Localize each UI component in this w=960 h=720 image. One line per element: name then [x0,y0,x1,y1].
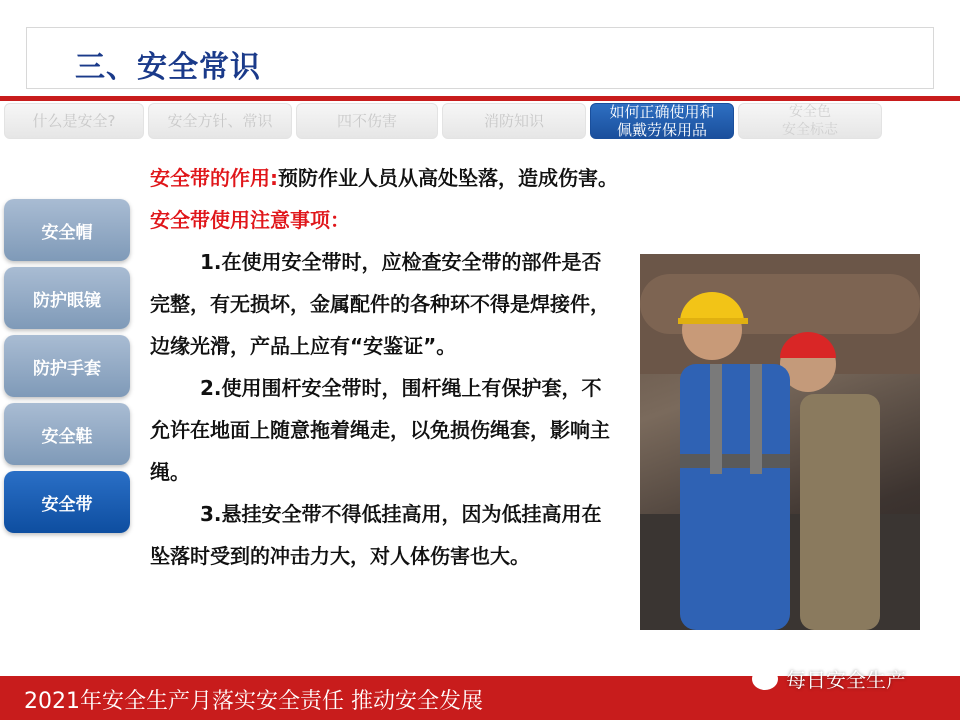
content-area [150,157,618,577]
tab-label-line1: 如何正确使用和 [609,103,715,121]
tab-safety-policy[interactable] [148,103,292,139]
tab-label: 安全方针、常识 [167,112,273,130]
tab-bar [0,103,960,141]
tab-ppe-usage[interactable] [590,103,734,139]
watermark-text: 每日安全生产 [786,668,906,692]
note-point-2: 2.使用围杆安全带时，围杆绳上有保护套，不允许在地面上随意拖着绳走，以免损伤绳套，影响主绳。 [150,376,610,484]
tab-label: 什么是安全? [32,112,116,130]
sidebar-item-label: 防护眼镜 [33,290,101,311]
sidebar-item-goggles[interactable] [4,267,130,329]
sidebar-item-gloves[interactable] [4,335,130,397]
sidebar-item-label: 防护手套 [33,358,101,379]
tab-label-line2: 佩戴劳保用品 [616,121,707,139]
footer-slogan: 2021年安全生产月落实安全责任 推动安全发展 [24,689,483,714]
sidebar-item-label: 安全带 [41,494,93,515]
photo-illustration [640,254,920,630]
tab-what-is-safety[interactable] [4,103,144,139]
sidebar-item-harness[interactable] [4,471,130,533]
tab-four-no-harm[interactable] [296,103,438,139]
sidebar-item-label: 安全帽 [41,222,93,243]
tab-label: 消防知识 [483,112,544,130]
notes-heading: 安全带使用注意事项： [150,208,350,232]
title-box [26,27,934,89]
sidebar-item-helmet[interactable] [4,199,130,261]
tab-label-line2: 安全标志 [782,122,838,138]
purpose-line [150,157,750,199]
tab-fire-knowledge[interactable] [442,103,586,139]
purpose-label: 安全带的作用: [150,166,278,190]
note-point-3: 3.悬挂安全带不得低挂高用，因为低挂高用在坠落时受到的冲击力大，对人体伤害也大。 [150,502,602,568]
wechat-icon [752,668,778,690]
tab-label-line1: 安全色 [789,104,831,120]
page-title: 三、安全常识 [75,50,261,85]
tab-label: 四不伤害 [336,112,397,130]
account-watermark [752,664,906,693]
title-divider [0,96,960,101]
note-point-1: 1.在使用安全带时，应检查安全带的部件是否完整，有无损坏，金属配件的各种环不得是焊接件，边缘光滑，产品上应有“安鉴证”。 [150,250,610,358]
sidebar-item-shoes[interactable] [4,403,130,465]
purpose-text: 预防作业人员从高处坠落，造成伤害。 [278,166,618,190]
sidebar-item-label: 安全鞋 [41,426,93,447]
tab-safety-signs[interactable] [738,103,882,139]
workers-harness-photo [640,254,920,630]
